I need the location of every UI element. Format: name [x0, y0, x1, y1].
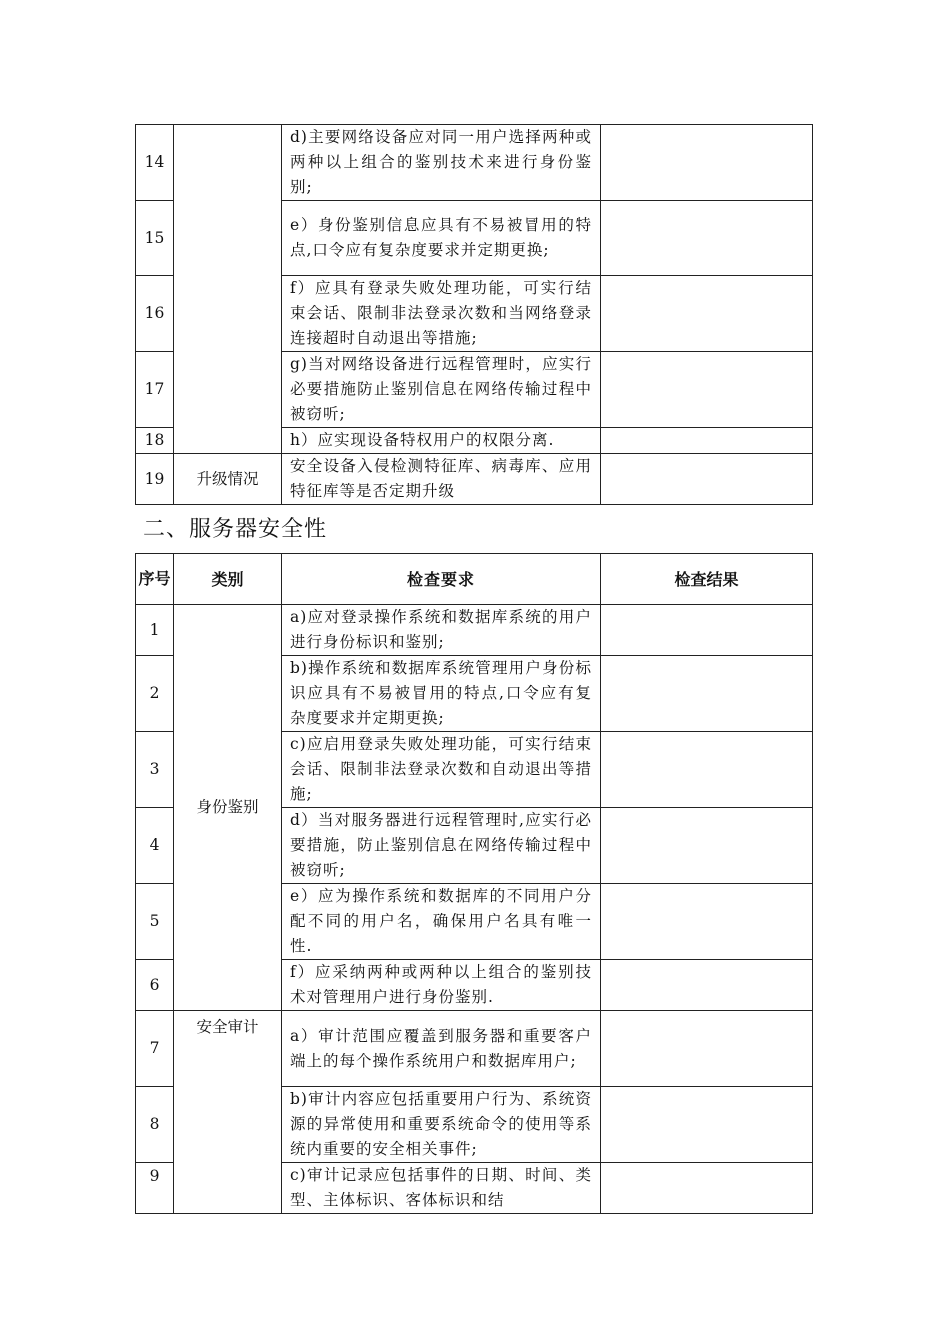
result-cell[interactable] — [601, 656, 813, 732]
requirement-cell: f）应具有登录失败处理功能，可实行结束会话、限制非法登录次数和当网络登录连接超时自动退出等措施; — [282, 276, 601, 352]
row-number: 4 — [136, 808, 174, 884]
row-number: 6 — [136, 960, 174, 1011]
requirement-cell: h）应实现设备特权用户的权限分离. — [282, 428, 601, 454]
requirement-cell: b)审计内容应包括重要用户行为、系统资源的异常使用和重要系统命令的使用等系统内重要的安全相关事件; — [282, 1087, 601, 1163]
row-number: 2 — [136, 656, 174, 732]
result-cell[interactable] — [601, 732, 813, 808]
result-cell[interactable] — [601, 428, 813, 454]
requirement-cell: e）身份鉴别信息应具有不易被冒用的特点,口令应有复杂度要求并定期更换; — [282, 201, 601, 276]
result-cell[interactable] — [601, 201, 813, 276]
result-cell[interactable] — [601, 352, 813, 428]
table-row — [136, 605, 813, 656]
header-number: 序号 — [136, 554, 174, 605]
network-device-check-table — [135, 124, 813, 505]
result-cell[interactable] — [601, 454, 813, 505]
requirement-cell: a）审计范围应覆盖到服务器和重要客户端上的每个操作系统用户和数据库用户; — [282, 1011, 601, 1087]
row-number: 15 — [136, 201, 174, 276]
row-number: 1 — [136, 605, 174, 656]
row-number: 16 — [136, 276, 174, 352]
server-security-check-table — [135, 553, 813, 1214]
result-cell[interactable] — [601, 125, 813, 201]
requirement-cell: b)操作系统和数据库系统管理用户身份标识应具有不易被冒用的特点,口令应有复杂度要求并定期更换; — [282, 656, 601, 732]
row-number: 8 — [136, 1087, 174, 1163]
row-number: 7 — [136, 1011, 174, 1087]
requirement-cell: 安全设备入侵检测特征库、病毒库、应用特征库等是否定期升级 — [282, 454, 601, 505]
result-cell[interactable] — [601, 884, 813, 960]
row-number: 19 — [136, 454, 174, 505]
result-cell[interactable] — [601, 276, 813, 352]
section-heading: 二、服务器安全性 — [143, 517, 328, 542]
category-cell — [174, 125, 282, 454]
requirement-cell: g)当对网络设备进行远程管理时，应实行必要措施防止鉴别信息在网络传输过程中被窃听; — [282, 352, 601, 428]
result-cell[interactable] — [601, 1087, 813, 1163]
row-number: 9 — [136, 1163, 174, 1214]
category-cell: 升级情况 — [174, 454, 282, 505]
result-cell[interactable] — [601, 960, 813, 1011]
requirement-cell: e）应为操作系统和数据库的不同用户分配不同的用户名，确保用户名具有唯一性. — [282, 884, 601, 960]
result-cell[interactable] — [601, 1163, 813, 1214]
requirement-cell: c)审计记录应包括事件的日期、时间、类型、主体标识、客体标识和结 — [282, 1163, 601, 1214]
header-requirement: 检查要求 — [282, 554, 601, 605]
result-cell[interactable] — [601, 808, 813, 884]
row-number: 5 — [136, 884, 174, 960]
table-row — [136, 1011, 813, 1087]
requirement-cell: a)应对登录操作系统和数据库系统的用户进行身份标识和鉴别; — [282, 605, 601, 656]
result-cell[interactable] — [601, 605, 813, 656]
header-category: 类别 — [174, 554, 282, 605]
requirement-cell: c)应启用登录失败处理功能，可实行结束会话、限制非法登录次数和自动退出等措施; — [282, 732, 601, 808]
row-number: 3 — [136, 732, 174, 808]
header-result: 检查结果 — [601, 554, 813, 605]
requirement-cell: f）应采纳两种或两种以上组合的鉴别技术对管理用户进行身份鉴别. — [282, 960, 601, 1011]
row-number: 17 — [136, 352, 174, 428]
table-row — [136, 125, 813, 201]
table-row — [136, 454, 813, 505]
row-number: 14 — [136, 125, 174, 201]
requirement-cell: d)主要网络设备应对同一用户选择两种或两种以上组合的鉴别技术来进行身份鉴别; — [282, 125, 601, 201]
requirement-cell: d）当对服务器进行远程管理时,应实行必要措施，防止鉴别信息在网络传输过程中被窃听; — [282, 808, 601, 884]
result-cell[interactable] — [601, 1011, 813, 1087]
row-number: 18 — [136, 428, 174, 454]
category-cell: 身份鉴别 — [174, 605, 282, 1011]
category-cell: 安全审计 — [174, 1011, 282, 1214]
table-header-row — [136, 554, 813, 605]
